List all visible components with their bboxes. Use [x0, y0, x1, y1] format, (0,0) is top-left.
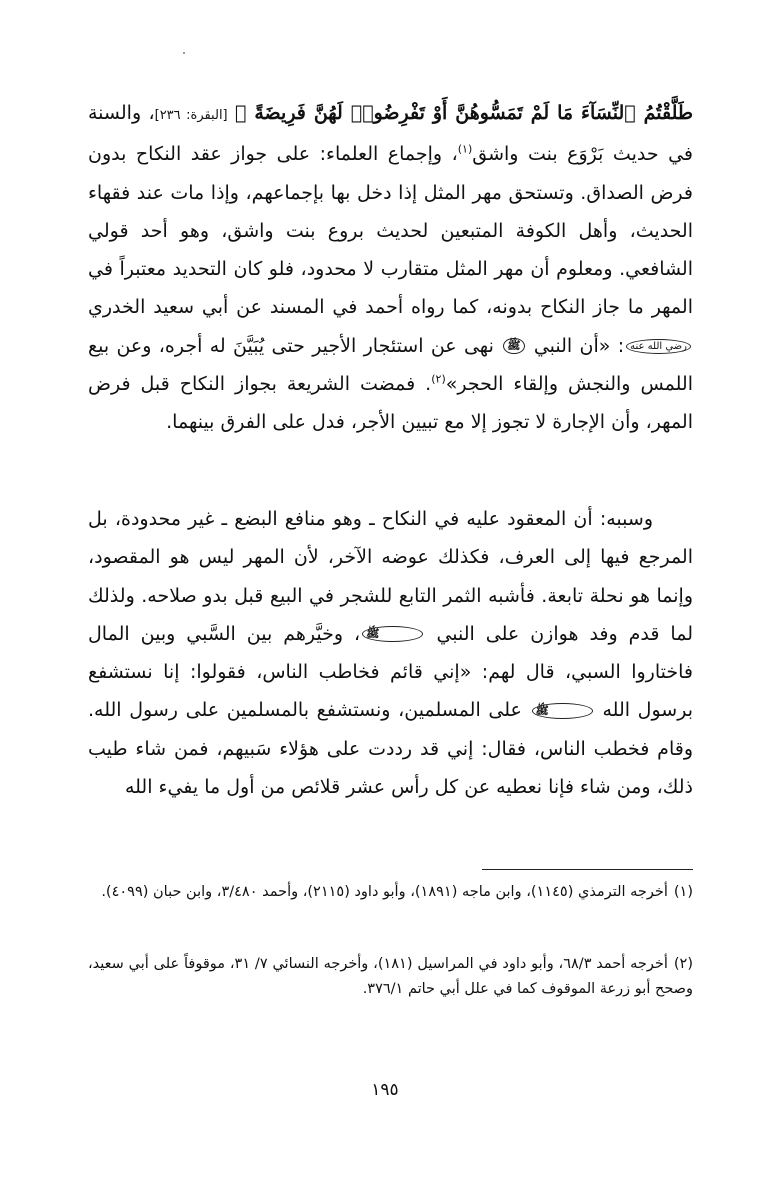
paragraph-1-text-d: نهى عن استئجار الأجير حتى يُبَيَّنَ له أجره، وعن بيع اللمس والنجش وإلقاء الحجر»	[88, 334, 694, 396]
paragraph-2-text-b: ، وخيَّرهم بين السَّبي وبين المال فاختاروا السبي، قال لهم: «إني قائم فخاطب الناس، فقولوا: إنا نستشفع برسول الله	[88, 622, 693, 722]
page-number: ١٩٥	[371, 1080, 399, 1100]
scan-speck	[183, 52, 185, 54]
footnote-separator	[482, 869, 693, 870]
salawat-icon: ﷺ	[532, 703, 593, 719]
paragraph-1	[88, 94, 693, 442]
radiallahu-anhu-icon: رضي الله عنه	[626, 339, 691, 354]
footnote-1-text: أخرجه الترمذي (١١٤٥)، وابن ماجه (١٨٩١)، وأبو داود (٢١١٥)، وأحمد ٣/٤٨٠، وابن حبان (٤٠٩٩).	[101, 884, 668, 900]
paragraph-1-text-e: . فمضت الشريعة بجواز النكاح قبل فرض المهر، وأن الإجارة لا تجوز إلا مع تبيين الأجر، فدل على الفرق بينهما.	[88, 373, 693, 434]
footnote-1	[88, 880, 693, 905]
paragraph-1-text-c: : «أن النبي	[533, 334, 625, 357]
paragraph-1-text-b: ، وإجماع العلماء: على جواز عقد النكاح بدون فرض الصداق. وتستحق مهر المثل إذا دخل بها بإجماعهم، وإذا مات عند فقهاء الحديث، وأهل الكوفة المتبعين لحديث بروع بنت واشق، وهو أحد قولي الشافعي. ومعلوم أن مهر المثل متقارب لا محدود، فلو كان التحديد معتبراً في المهر ما جاز النكاح بدونه، كما رواه أحمد في المسند عن أبي سعيد الخدري	[88, 143, 693, 319]
footnote-marker-2[interactable]: (٢)	[431, 372, 446, 386]
paragraph-2-text-c: على المسلمين، ونستشفع بالمسلمين على رسول الله. وقام فخطب الناس، فقال: إني قد رددت على هؤلاء سَبيهم، فمن شاء طيب ذلك، ومن شاء فإنا نعطيه عن كل رأس عشر قلائص من أول ما يفيء الله	[88, 699, 693, 799]
paragraph-2-text-a: وسببه: أن المعقود عليه في النكاح ـ وهو منافع البضع ـ غير محدودة، بل المرجع فيها إلى العرف، فكذلك عوضه الآخر، لأن المهر ليس هو المقصود، وإنما هو نحلة تابعة. فأشبه الثمر التابع للشجر في البيع قبل بدو صلاحه. ولذلك لما قدم وفد هوازن على النبي	[88, 508, 693, 645]
footnote-2-text: أخرجه أحمد ٦٨/٣، وأبو داود في المراسيل (١٨١)، وأخرجه النسائي ٧/ ٣١، موقوفاً على أبي سعيد، وصحح أبو زرعة الموقوف كما في علل أبي حاتم ٣٧٦/١.	[88, 956, 693, 997]
paragraph-2	[88, 500, 693, 806]
salawat-icon: ﷺ	[362, 626, 423, 642]
footnote-2	[88, 952, 693, 1002]
footnote-1-number: (١)	[673, 884, 693, 900]
salawat-icon: ﷺ	[503, 338, 524, 354]
footnote-marker-1[interactable]: (١)	[457, 142, 473, 156]
footnote-2-number: (٢)	[673, 956, 693, 972]
quran-verse: طَلَّقْتُمُ ٱلنِّسَآءَ مَا لَمْ تَمَسُّوهُنَّ أَوْ تَفْرِضُوا۟ لَهُنَّ فَرِيضَةً ﴾	[235, 102, 693, 124]
surah-reference: [البقرة: ٢٣٦]	[154, 108, 228, 123]
paragraph-1-text-a: ، والسنة في حديث بَرْوَع بنت واشق	[88, 102, 693, 166]
